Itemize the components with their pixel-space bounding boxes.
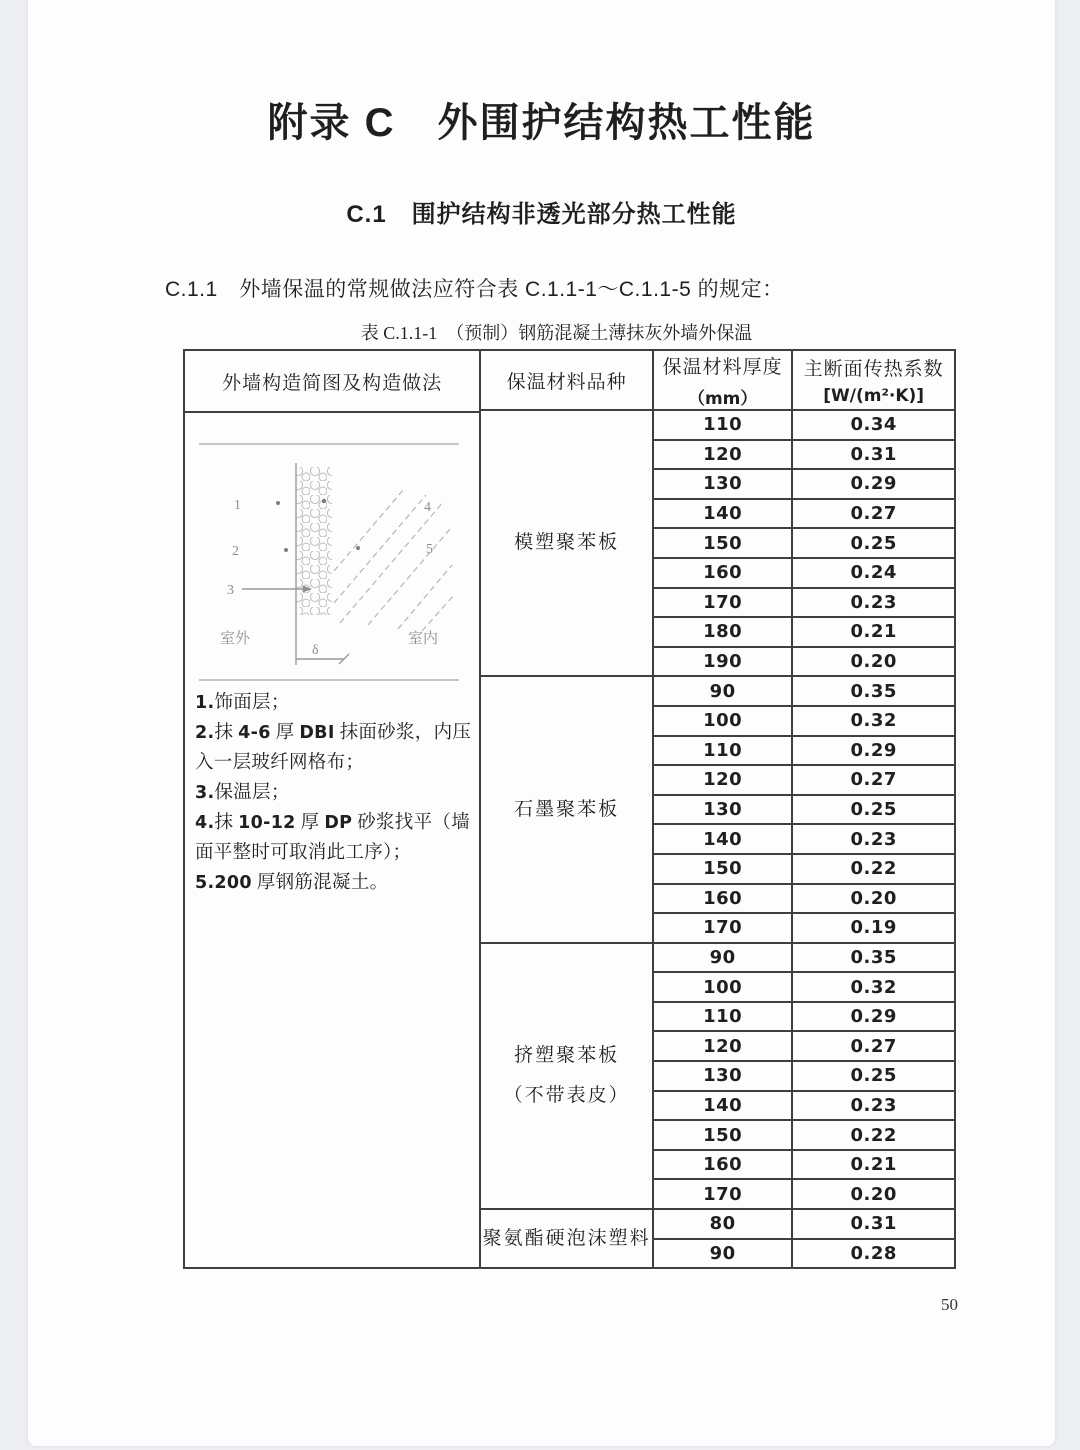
thickness-cell: 110 (653, 736, 792, 766)
construction-note-line: 2.抹 4-6 厚 DBI 抹面砂浆，内压 (195, 723, 472, 743)
k-value-cell: 0.22 (792, 1120, 955, 1150)
construction-note-line: 入一层玻纤网格布； (195, 753, 365, 773)
callout-1: 1 (234, 498, 242, 513)
table-header-row (480, 350, 955, 410)
construction-note-line: 4.抹 10-12 厚 DP 砂浆找平（墙 (195, 813, 470, 833)
thickness-cell: 130 (653, 1061, 792, 1091)
material-name-cell: 挤塑聚苯板 （不带表皮） (480, 943, 653, 1209)
thickness-cell: 90 (653, 943, 792, 973)
k-value-cell: 0.31 (792, 440, 955, 470)
thickness-cell: 170 (653, 913, 792, 943)
callout-2: 2 (232, 544, 240, 559)
k-value-cell: 0.21 (792, 1150, 955, 1180)
thickness-cell: 140 (653, 499, 792, 529)
material-name-cell: 石墨聚苯板 (480, 676, 653, 942)
table-row (480, 676, 955, 706)
k-value-cell: 0.27 (792, 1031, 955, 1061)
k-value-cell: 0.23 (792, 1091, 955, 1121)
k-value-cell: 0.28 (792, 1239, 955, 1269)
construction-note-line: 3.保温层； (195, 783, 290, 803)
concrete-hatch (334, 489, 454, 631)
k-value-cell: 0.23 (792, 588, 955, 618)
thickness-cell: 110 (653, 1002, 792, 1032)
diagram-divider-top (199, 443, 459, 445)
thickness-cell: 140 (653, 824, 792, 854)
k-value-cell: 0.24 (792, 558, 955, 588)
k-value-cell: 0.20 (792, 884, 955, 914)
thickness-cell: 80 (653, 1209, 792, 1239)
outdoor-label: 室外 (220, 631, 251, 647)
thickness-cell: 170 (653, 588, 792, 618)
thickness-cell: 120 (653, 765, 792, 795)
k-value-column-header: 主断面传热系数 [W/(m²·K)] (792, 350, 955, 410)
callout-4: 4 (424, 500, 432, 515)
k-value-cell: 0.29 (792, 736, 955, 766)
thermal-data-grid (479, 349, 956, 1269)
wall-section-diagram (185, 413, 479, 681)
construction-note-line: 1.饰面层； (195, 693, 290, 713)
thickness-cell: 100 (653, 972, 792, 1002)
thickness-cell: 90 (653, 676, 792, 706)
thickness-cell: 130 (653, 469, 792, 499)
thickness-cell: 130 (653, 795, 792, 825)
k-value-cell: 0.34 (792, 410, 955, 440)
k-value-cell: 0.22 (792, 854, 955, 884)
k-value-cell: 0.27 (792, 765, 955, 795)
k-value-cell: 0.31 (792, 1209, 955, 1239)
callout-5: 5 (426, 542, 434, 557)
thermal-table (183, 349, 944, 1269)
k-value-cell: 0.23 (792, 824, 955, 854)
thickness-cell: 120 (653, 440, 792, 470)
thickness-cell: 160 (653, 1150, 792, 1180)
table-caption: 表 C.1.1-1 （预制）钢筋混凝土薄抹灰外墙外保温 (360, 323, 753, 343)
k-value-cell: 0.29 (792, 1002, 955, 1032)
thickness-cell: 160 (653, 884, 792, 914)
table-row (480, 1209, 955, 1239)
construction-note-line: 面平整时可取消此工序）； (195, 843, 412, 863)
indoor-label: 室内 (408, 631, 439, 647)
k-value-cell: 0.32 (792, 972, 955, 1002)
thickness-cell: 110 (653, 410, 792, 440)
k-value-cell: 0.25 (792, 528, 955, 558)
k-value-cell: 0.27 (792, 499, 955, 529)
table-row (480, 410, 955, 440)
construction-column-header: 外墙构造简图及构造做法 (185, 351, 479, 413)
k-value-cell: 0.20 (792, 647, 955, 677)
k-value-cell: 0.25 (792, 1061, 955, 1091)
callout-3: 3 (227, 583, 235, 598)
material-name-cell: 聚氨酯硬泡沫塑料 (480, 1209, 653, 1268)
k-value-cell: 0.32 (792, 706, 955, 736)
thickness-column-header: 保温材料厚度 （mm） (653, 350, 792, 410)
section-heading: C.1 围护结构非透光部分热工性能 (346, 201, 737, 228)
construction-note-line: 5.200 厚钢筋混凝土。 (195, 873, 389, 893)
k-value-cell: 0.35 (792, 676, 955, 706)
thickness-cell: 160 (653, 558, 792, 588)
thickness-cell: 140 (653, 1091, 792, 1121)
diagram-divider-bottom (199, 679, 459, 681)
clause-text: C.1.1 外墙保温的常规做法应符合表 C.1.1-1～C.1.1-5 的规定： (165, 278, 784, 301)
k-value-cell: 0.19 (792, 913, 955, 943)
dimension-label: δ (312, 643, 319, 658)
table-row (480, 943, 955, 973)
wall-section-drawing (208, 453, 456, 669)
thickness-cell: 150 (653, 854, 792, 884)
page-title: 附录 C 外围护结构热工性能 (267, 101, 816, 145)
k-value-cell: 0.25 (792, 795, 955, 825)
k-value-cell: 0.29 (792, 469, 955, 499)
material-column-header: 保温材料品种 (480, 350, 653, 410)
thickness-cell: 120 (653, 1031, 792, 1061)
thickness-cell: 100 (653, 706, 792, 736)
material-name-cell: 模塑聚苯板 (480, 410, 653, 676)
thickness-cell: 180 (653, 617, 792, 647)
thickness-cell: 150 (653, 528, 792, 558)
k-value-cell: 0.35 (792, 943, 955, 973)
insulation-layer-texture (296, 467, 332, 615)
page-number: 50 (941, 1295, 958, 1315)
construction-column (183, 349, 479, 1269)
thickness-cell: 190 (653, 647, 792, 677)
k-value-cell: 0.20 (792, 1179, 955, 1209)
thickness-cell: 90 (653, 1239, 792, 1269)
k-value-cell: 0.21 (792, 617, 955, 647)
construction-notes (185, 681, 479, 898)
thickness-cell: 150 (653, 1120, 792, 1150)
document-page (28, 0, 1055, 1446)
thickness-cell: 170 (653, 1179, 792, 1209)
